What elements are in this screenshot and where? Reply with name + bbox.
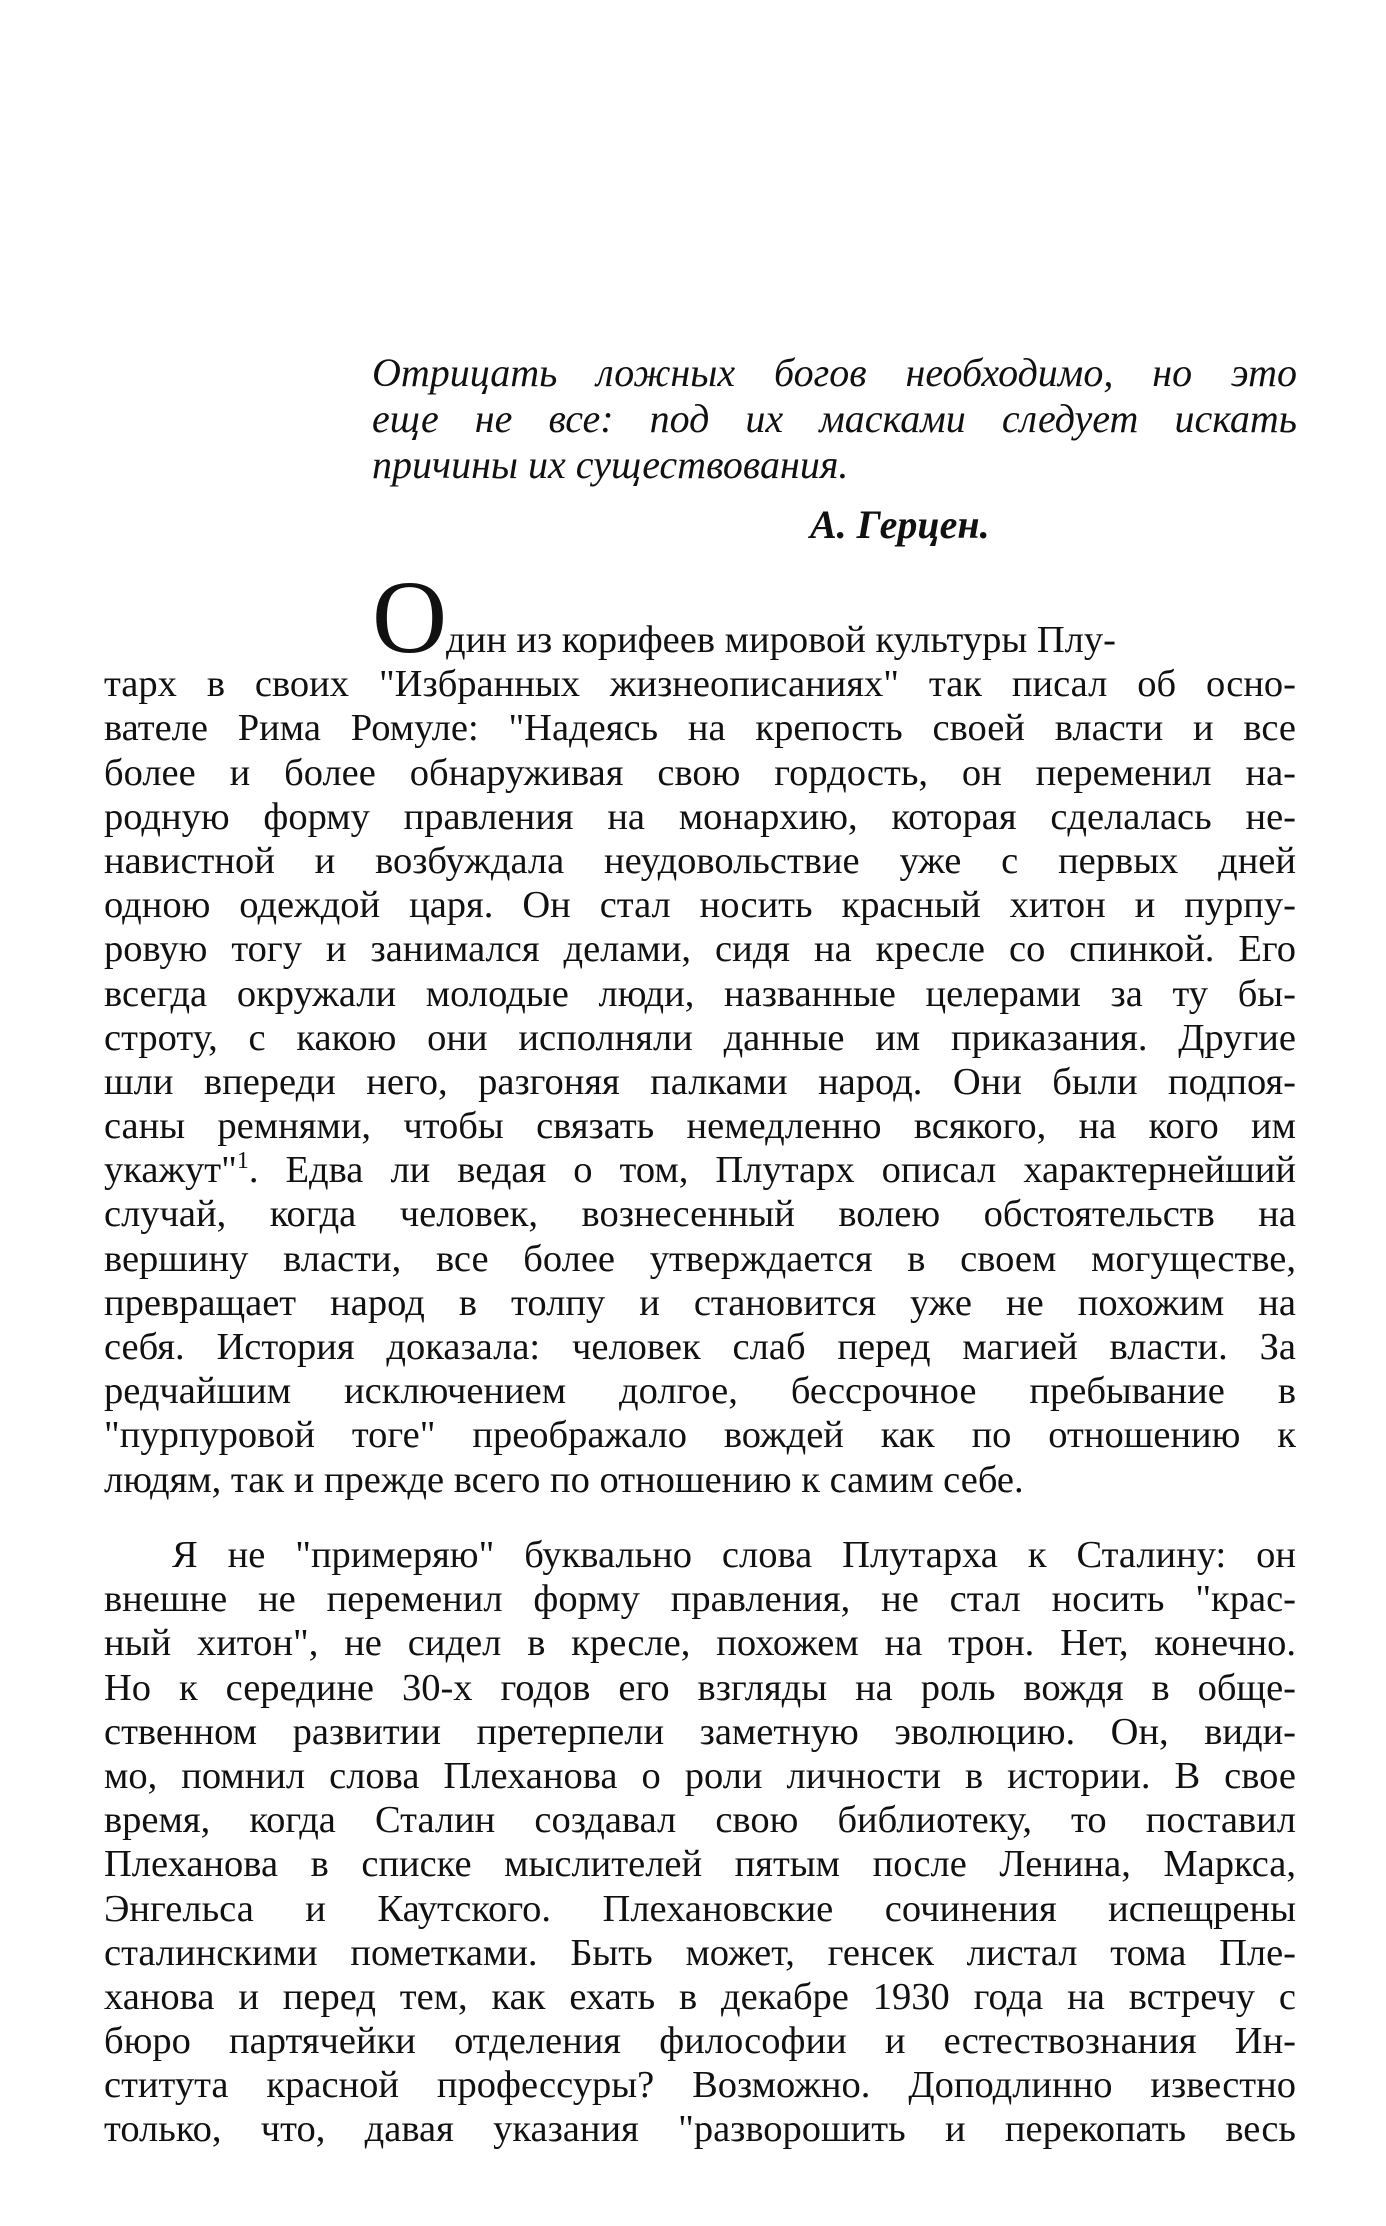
paragraph-line: себя. История доказала: человек слаб перед магией власти. За [104,1326,1296,1368]
paragraph-line: ханова и перед тем, как ехать в декабре 1930 года на встречу с [104,1975,1296,2018]
paragraph-line: строту, с какою они исполняли данные им приказания. Другие [104,1016,1296,1059]
epigraph-line: причины их существования. [372,442,849,487]
paragraph-line: навистной и возбуждала неудовольствие уже с первых дней [104,839,1296,882]
paragraph-line: ный хитон", не сидел в кресле, похожем на трон. Нет, конечно. [104,1622,1296,1665]
paragraph-line: ровую тогу и занимался делами, сидя на кресле со спинкой. Его [104,928,1296,971]
paragraph-line: мо, помнил слова Плеханова о роли личности в истории. В свое [104,1754,1296,1797]
paragraph-line: "пурпуровой тоге" преображало вождей как по отношению к [104,1414,1296,1457]
epigraph-line: Отрицать ложных богов необходимо, но это [372,350,1297,395]
paragraph-line: саны ремнями, чтобы связать немедленно всякого, на кого им [104,1105,1296,1148]
paragraph-line: родную форму правления на монархию, которая сделалась не- [104,795,1296,838]
paragraph-line: Я не "примеряю" буквально слова Плутарха к Сталину: он [172,1534,1296,1576]
paragraph-line: вершину власти, все более утверждается в своем могуществе, [104,1237,1296,1280]
paragraph-line: время, когда Сталин создавал свою библиотеку, то поставил [104,1799,1296,1842]
paragraph-line: более и более обнаруживая свою гордость, он переменил на- [104,751,1296,794]
paragraph-2 [104,1533,1296,2152]
paragraph-line: превращает народ в толпу и становится уже не похожим на [104,1281,1296,1324]
paragraph-line-with-footnote [104,1148,1296,1192]
line-tail: . Едва ли ведая о том, Плутарх описал характернейший [248,1149,1296,1192]
paragraph-line: всегда окружали молодые люди, названные целерами за ту бы- [104,972,1296,1015]
paragraph-1 [104,618,1296,1502]
epigraph-author: А. Герцен. [810,502,990,547]
paragraph-line: дин из корифеев мировой культуры Плу- [446,619,1116,661]
paragraph-line: Плеханова в списке мыслителей пятым после Ленина, Маркса, [104,1843,1296,1886]
paragraph-line: вателе Рима Ромуле: "Надеясь на крепость своей власти и все [104,707,1296,750]
paragraph-line: ститута красной профессуры? Возможно. Доподлинно известно [104,2064,1296,2107]
paragraph-line: Энгельса и Каутского. Плехановские сочинения испещрены [104,1887,1296,1930]
paragraph-line: случай, когда человек, вознесенный волею обстоятельств на [104,1193,1296,1236]
paragraph-line: бюро партячейки отделения философии и естествознания Ин- [104,2020,1296,2063]
paragraph-line: только, что, давая указания "разворошить и перекопать весь [104,2108,1296,2151]
paragraph-line: редчайшим исключением долгое, бессрочное пребывание в [104,1370,1296,1413]
paragraph-line: шли впереди него, разгоняя палками народ. Они были подпоя- [104,1060,1296,1103]
paragraph-line: Но к середине 30-х годов его взгляды на роль вождя в обще- [104,1666,1296,1709]
paragraph-line: сталинскими пометками. Быть может, генсек листал тома Пле- [104,1931,1296,1974]
quote-end: укажут" [104,1149,237,1192]
paragraph-line: ственном развитии претерпели заметную эволюцию. Он, види- [104,1710,1296,1753]
epigraph-line: еще не все: под их масками следует искать [372,396,1297,441]
paragraph-line: внешне не переменил форму правления, не стал носить "крас- [104,1578,1296,1621]
paragraph-line: людям, так и прежде всего по отношению к самим себе. [104,1458,1024,1501]
paragraph-line: тарх в своих "Избранных жизнеописаниях" так писал об осно- [104,663,1296,706]
epigraph [372,350,1297,488]
drop-cap: О [372,560,448,675]
footnote-mark[interactable]: 1 [236,1148,249,1175]
paragraph-line: одною одеждой царя. Он стал носить красный хитон и пурпу- [104,884,1296,927]
